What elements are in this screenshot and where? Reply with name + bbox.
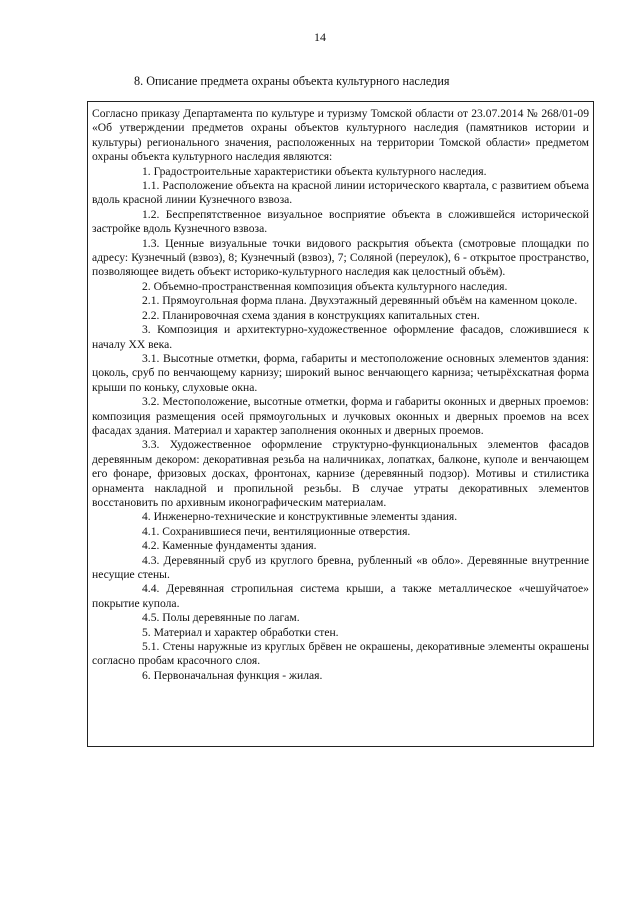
item-text: Первоначальная функция - жилая. — [153, 668, 323, 682]
page-number: 14 — [314, 30, 326, 44]
list-item — [92, 237, 589, 280]
item-text: Стены наружные из круглых брёвен не окрашены, декоративные элементы окрашены согласно пробам красочного слоя. — [92, 640, 590, 668]
item-number: 3.2. — [142, 395, 160, 409]
list-item — [92, 352, 589, 395]
list-item — [92, 165, 589, 179]
list-item — [92, 208, 589, 237]
item-text: Градостроительные характеристики объекта культурного наследия. — [153, 164, 487, 178]
item-number: 4.5. — [142, 611, 160, 625]
item-number: 1. — [142, 164, 151, 178]
list-item — [92, 554, 589, 583]
list-item — [92, 510, 589, 524]
item-number: 5.1. — [142, 640, 160, 654]
item-text: Каменные фундаменты здания. — [162, 539, 317, 553]
item-number: 2.2. — [142, 308, 160, 322]
item-text: Деревянная стропильная система крыши, а также металлическое «чешуйчатое» покрытие купола. — [92, 582, 589, 610]
section-title: 8. Описание предмета охраны объекта культурного наследия — [134, 74, 450, 88]
item-number: 4.4. — [142, 582, 160, 596]
protection-subject-box — [87, 101, 594, 747]
item-text: Материал и характер обработки стен. — [153, 625, 339, 639]
item-number: 3. — [142, 323, 151, 337]
item-text: Композиция и архитектурно-художественное оформление фасадов, сложившиеся к началу ХХ века. — [92, 323, 589, 351]
item-text: Прямоугольная форма плана. Двухэтажный деревянный объём на каменном цоколе. — [162, 294, 578, 308]
list-item — [92, 309, 589, 323]
list-item — [92, 539, 589, 553]
item-number: 5. — [142, 625, 151, 639]
list-item — [92, 582, 589, 611]
list-item — [92, 626, 589, 640]
item-text: Ценные визуальные точки видового раскрытия объекта (смотровые площадки по адресу: Кузнечный (взвоз), 8; Кузнечный (взвоз), 7; Соляной (переулок), 6 - открытое пространство, позволяющее видеть объект историко-культурного наследия как целостный объём). — [92, 236, 590, 279]
item-number: 4.1. — [142, 524, 160, 538]
list-item — [92, 640, 589, 669]
item-number: 2.1. — [142, 294, 160, 308]
item-text: Инженерно-технические и конструктивные элементы здания. — [153, 510, 458, 524]
item-number: 4. — [142, 510, 151, 524]
list-item — [92, 294, 589, 308]
list-item — [92, 611, 589, 625]
item-number: 1.2. — [142, 207, 160, 221]
item-number: 3.1. — [142, 351, 160, 365]
list-item — [92, 323, 589, 352]
items-list — [92, 165, 589, 684]
item-number: 6. — [142, 668, 151, 682]
item-number: 1.3. — [142, 236, 160, 250]
item-text: Расположение объекта на красной линии исторического квартала, с развитием объема вдоль красной линии Кузнечного взвоза. — [92, 179, 589, 207]
item-text: Беспрепятственное визуальное восприятие объекта в сложившейся исторической застройке вдоль Кузнечного взвоза. — [92, 207, 590, 236]
item-text: Планировочная схема здания в конструкциях капитальных стен. — [162, 308, 480, 322]
list-item — [92, 669, 589, 683]
item-number: 3.3. — [142, 438, 160, 452]
list-item — [92, 525, 589, 539]
item-text: Высотные отметки, форма, габариты и местоположение основных элементов здания: цоколь, сруб по венчающему карнизу; широкий вынос венчающего карниза; четырёхскатная форма крыши по коньку, слуховые окна. — [92, 351, 590, 394]
list-item — [92, 438, 589, 510]
item-text: Сохранившиеся печи, вентиляционные отверстия. — [162, 524, 411, 538]
item-text: Полы деревянные по лагам. — [162, 611, 300, 625]
intro-paragraph: Согласно приказу Департамента по культуре и туризму Томской области от 23.07.2014 № 268/01-09 «Об утверждении предметов охраны объектов культурного наследия (памятников истории и культуры) регионального значения, расположенных на территории Томской области» предметом охраны объекта культурного наследия являются: — [92, 107, 589, 164]
list-item — [92, 179, 589, 208]
item-number: 4.2. — [142, 539, 160, 553]
item-text: Деревянный сруб из круглого бревна, рубленный «в обло». Деревянные внутренние несущие стены. — [92, 553, 589, 581]
item-text: Объемно-пространственная композиция объекта культурного наследия. — [153, 279, 508, 293]
item-number: 2. — [142, 279, 151, 293]
list-item — [92, 395, 589, 438]
item-number: 1.1. — [142, 179, 160, 193]
item-text: Местоположение, высотные отметки, форма и габариты оконных и дверных проемов: композиция размещения осей прямоугольных и лучковых оконных и дверных проемов на всех фасадах здания. Материал и характер заполнения оконных и дверных проемов. — [92, 395, 589, 437]
item-number: 4.3. — [142, 553, 160, 567]
list-item — [92, 280, 589, 294]
item-text: Художественное оформление структурно-функциональных элементов фасадов деревянным декором: декоративная резьба на наличниках, лопатках, балконе, куполе и венчающем его фонаре, фризовых досках, фронтонах, карнизе (деревянный подзор). Мотивы и стилистика орнамента накладной и пропильной резьбы. В случае утраты декоративных элементов восстановить по архивным иконографическим материалам. — [92, 438, 590, 509]
